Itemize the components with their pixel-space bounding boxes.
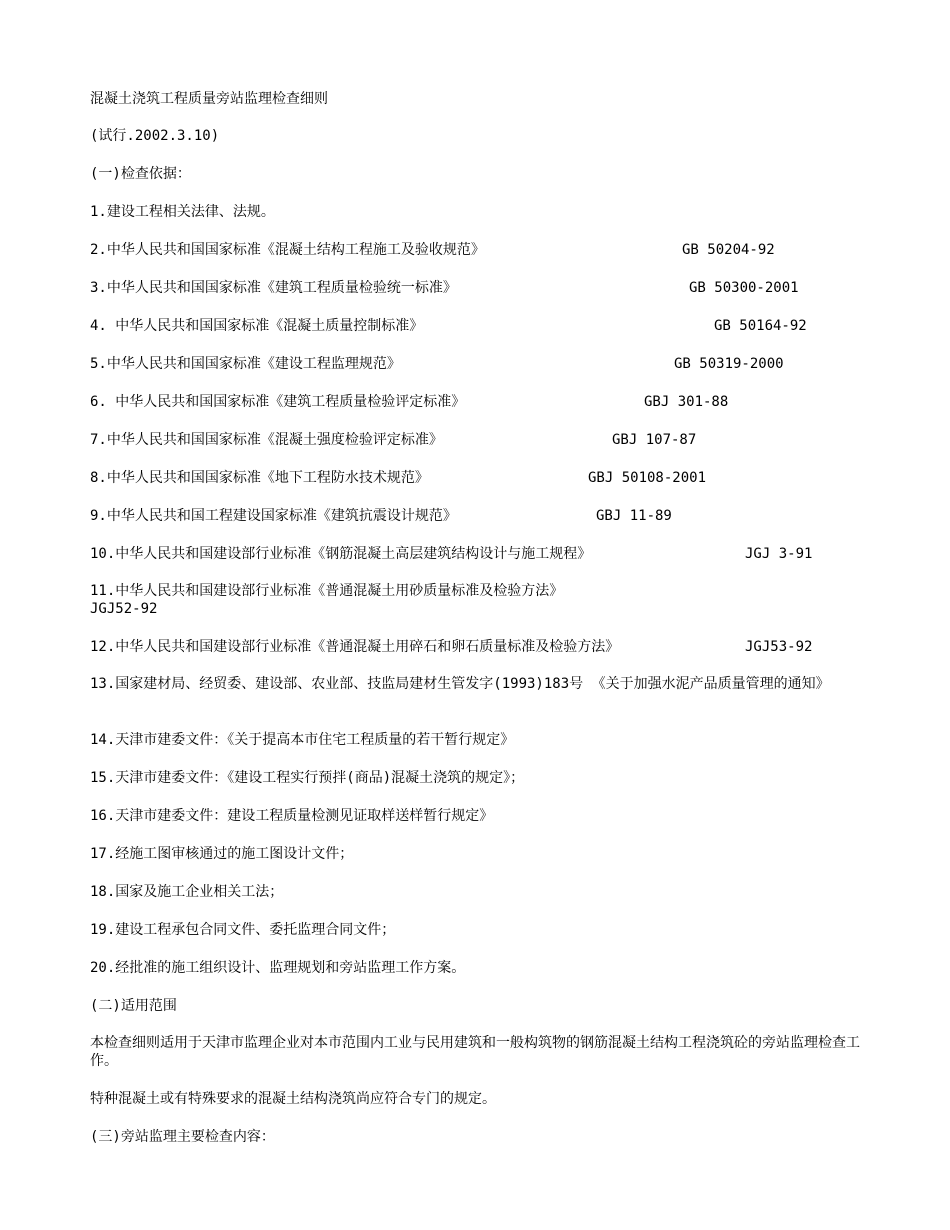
standard-code: GBJ 11-89 <box>596 508 672 524</box>
basis-item: 18.国家及施工企业相关工法； <box>90 884 284 900</box>
basis-item: 15.天津市建委文件：《建设工程实行预拌(商品)混凝土浇筑的规定》； <box>90 770 525 786</box>
standard-code: GBJ 301-88 <box>644 394 729 410</box>
document-title: 混凝土浇筑工程质量旁站监理检查细则 <box>90 91 328 107</box>
basis-item: 19.建设工程承包合同文件、委托监理合同文件； <box>90 922 396 938</box>
standard-code: GB 50204-92 <box>682 242 775 258</box>
basis-item: 12.中华人民共和国建设部行业标准《普通混凝土用碎石和卵石质量标准及检验方法》 <box>90 639 620 655</box>
basis-item: 3.中华人民共和国国家标准《建筑工程质量检验统一标准》 <box>90 280 457 296</box>
scope-paragraph: 特种混凝土或有特殊要求的混凝土结构浇筑尚应符合专门的规定。 <box>90 1091 496 1107</box>
basis-item: 8.中华人民共和国国家标准《地下工程防水技术规范》 <box>90 470 429 486</box>
basis-item: 7.中华人民共和国国家标准《混凝土强度检验评定标准》 <box>90 432 443 448</box>
standard-code: GBJ 107-87 <box>612 432 697 448</box>
basis-item: 16.天津市建委文件：建设工程质量检测见证取样送样暂行规定》 <box>90 808 494 824</box>
section-heading-inspection: (三)旁站监理主要检查内容： <box>90 1129 275 1145</box>
basis-item: 14.天津市建委文件：《关于提高本市住宅工程质量的若干暂行规定》 <box>90 732 515 748</box>
basis-item: 20.经批准的施工组织设计、监理规划和旁站监理工作方案。 <box>90 960 466 976</box>
basis-item: 4. 中华人民共和国国家标准《混凝土质量控制标准》 <box>90 318 424 334</box>
basis-item: 9.中华人民共和国工程建设国家标准《建筑抗震设计规范》 <box>90 508 457 524</box>
basis-item: 11.中华人民共和国建设部行业标准《普通混凝土用砂质量标准及检验方法》 <box>90 583 564 599</box>
standard-code: JGJ 3-91 <box>745 546 813 562</box>
scope-paragraph: 本检查细则适用于天津市监理企业对本市范围内工业与民用建筑和一般构筑物的钢筋混凝土结构工程浇筑砼的旁站监理检查工作。 <box>90 1035 860 1069</box>
basis-item: 1.建设工程相关法律、法规。 <box>90 204 275 220</box>
standard-code: GBJ 50108-2001 <box>588 470 707 486</box>
basis-item: 17.经施工图审核通过的施工图设计文件； <box>90 846 354 862</box>
basis-item: 13.国家建材局、经贸委、建设部、农业部、技监局建材生管发字(1993)183号 《关于加强水泥产品质量管理的通知》 <box>90 676 830 692</box>
section-heading-scope: (二)适用范围 <box>90 998 177 1014</box>
standard-code: GB 50300-2001 <box>689 280 799 296</box>
basis-item: 10.中华人民共和国建设部行业标准《钢筋混凝土高层建筑结构设计与施工规程》 <box>90 546 592 562</box>
standard-code: JGJ53-92 <box>745 639 813 655</box>
basis-item: 5.中华人民共和国国家标准《建设工程监理规范》 <box>90 356 401 372</box>
standard-code: GB 50319-2000 <box>674 356 784 372</box>
section-heading-basis: (一)检查依据： <box>90 166 191 182</box>
standard-code: GB 50164-92 <box>714 318 807 334</box>
basis-item: 6. 中华人民共和国国家标准《建筑工程质量检验评定标准》 <box>90 394 466 410</box>
standard-code: JGJ52-92 <box>90 601 158 617</box>
basis-item: 2.中华人民共和国国家标准《混凝土结构工程施工及验收规范》 <box>90 242 485 258</box>
trial-date: (试行.2002.3.10) <box>90 128 220 144</box>
